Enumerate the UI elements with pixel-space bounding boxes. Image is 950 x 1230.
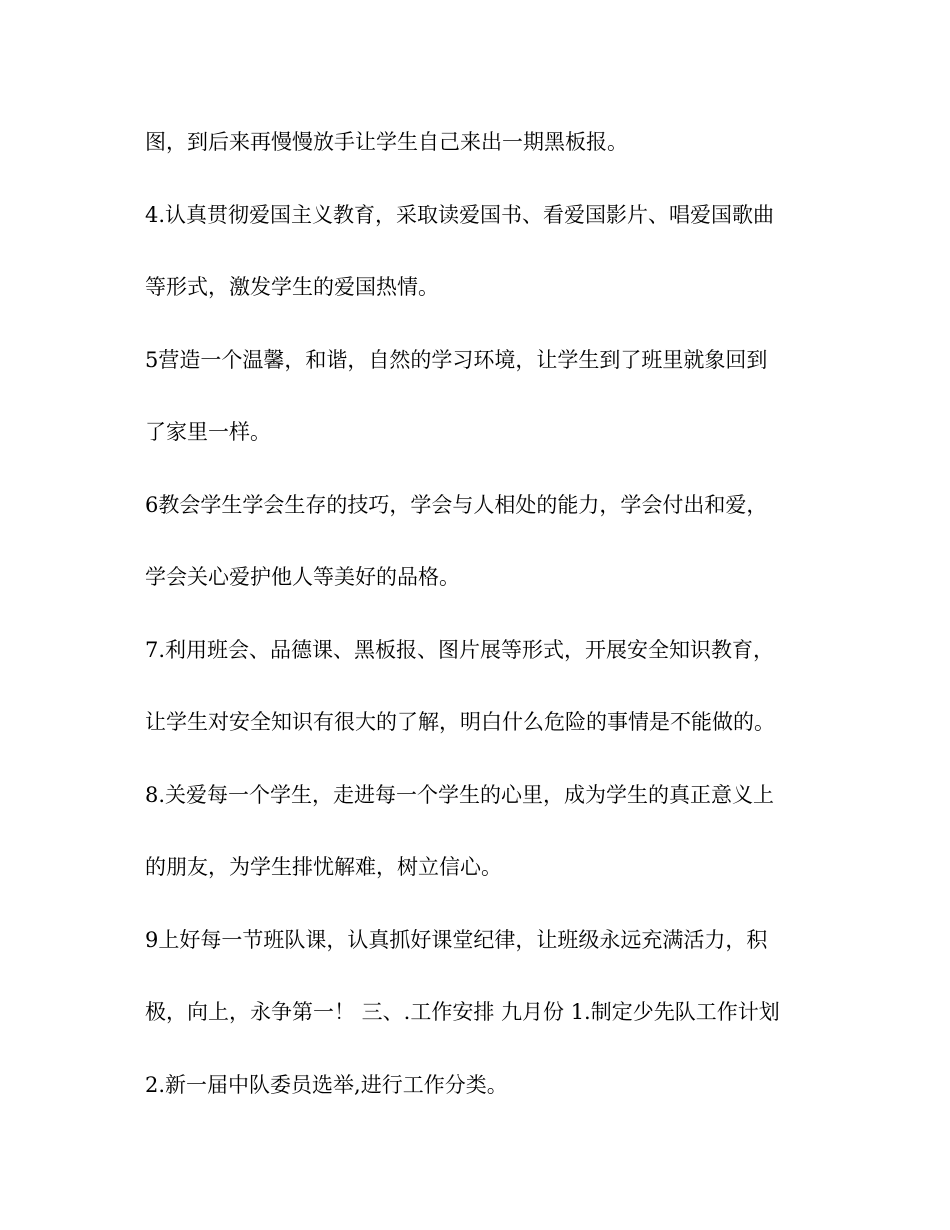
text-line-5: 了家里一样。 — [145, 420, 271, 444]
text-line-1: 图，到后来再慢慢放手让学生自己来出一期黑板报。 — [145, 130, 628, 154]
text-line-7: 学会关心爱护他人等美好的品格。 — [145, 565, 460, 589]
document-body — [145, 122, 815, 1137]
text-line-9: 让学生对安全知识有很大的了解，明白什么危险的事情是不能做的。 — [145, 710, 775, 734]
text-line-3: 等形式，激发学生的爱国热情。 — [145, 275, 439, 299]
text-line-8: 7.利用班会、品德课、黑板报、图片展等形式，开展安全知识教育， — [145, 637, 775, 662]
text-line-13: 极，向上，永争第一！ 三、.工作安排 九月份 1.制定少先队工作计划 — [145, 1000, 780, 1024]
text-line-11: 的朋友，为学生排忧解难，树立信心。 — [145, 855, 502, 879]
text-line-6: 6教会学生学会生存的技巧，学会与人相处的能力，学会付出和爱， — [145, 492, 768, 517]
text-line-12: 9上好每一节班队课，认真抓好课堂纪律，让班级永远充满活力，积 — [145, 927, 768, 952]
text-line-14: 2.新一届中队委员选举,进行工作分类。 — [145, 1072, 508, 1097]
text-line-2: 4.认真贯彻爱国主义教育，采取读爱国书、看爱国影片、唱爱国歌曲 — [145, 202, 775, 227]
text-line-10: 8.关爱每一个学生，走进每一个学生的心里，成为学生的真正意义上 — [145, 782, 775, 807]
text-line-4: 5营造一个温馨，和谐，自然的学习环境，让学生到了班里就象回到 — [145, 347, 768, 372]
